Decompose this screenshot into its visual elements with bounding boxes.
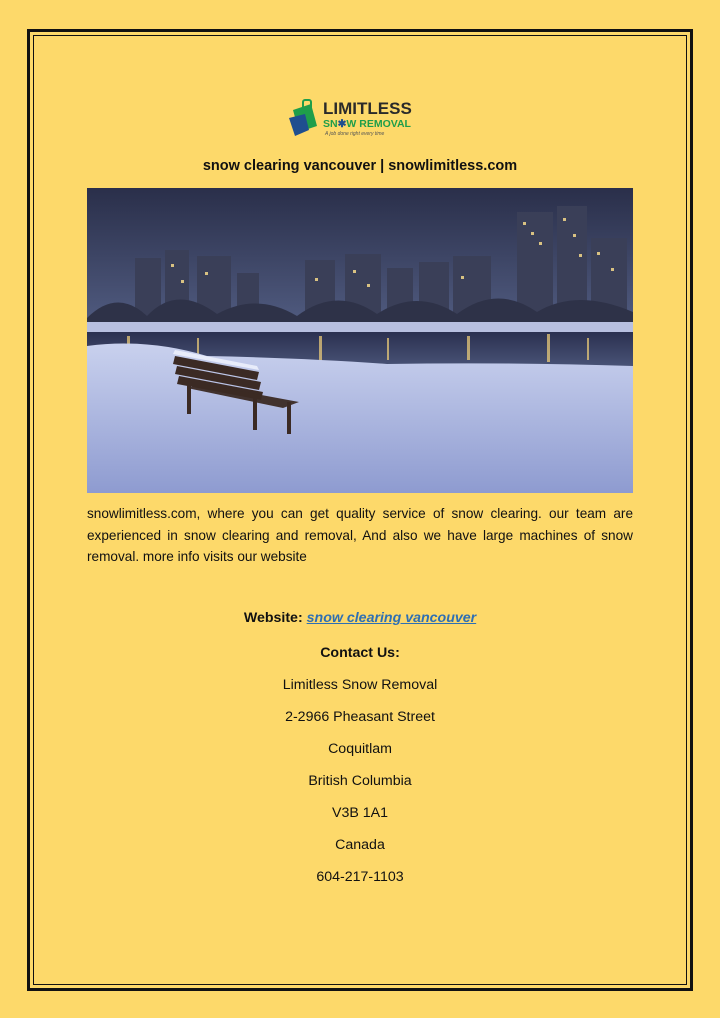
contact-country: Canada (335, 837, 385, 853)
contact-province: British Columbia (308, 773, 412, 789)
website-label: Website: (243, 610, 303, 626)
contact-phone: 604-217-1103 (316, 869, 404, 885)
snow-park-photo (87, 188, 633, 493)
logo-tagline: A job done right every time (325, 131, 385, 137)
document-title: snow clearing vancouver | snowlimitless.com (202, 158, 518, 174)
contact-city: Coquitlam (328, 741, 392, 757)
website-link[interactable]: snow clearing vancouver (306, 610, 477, 626)
logo-line2-a: SN (323, 118, 338, 130)
logo-line2-b: W REMOVAL (346, 118, 411, 130)
logo-line1: LIMITLESS (323, 99, 412, 118)
svg-text:SN✱W REMOVAL: SN✱W REMOVAL (323, 118, 411, 130)
description-text: snowlimitless.com, where you can get quality service of snow clearing. our team are experienced in snow clearing and removal, And also we have large machines of snow removal. more info visits our website (87, 506, 633, 564)
contact-heading: Contact Us: (320, 645, 400, 661)
contact-street: 2-2966 Pheasant Street (285, 709, 435, 725)
contact-postal: V3B 1A1 (331, 805, 388, 821)
company-logo (283, 96, 438, 140)
website-line (0, 610, 720, 626)
contact-company: Limitless Snow Removal (282, 677, 438, 693)
